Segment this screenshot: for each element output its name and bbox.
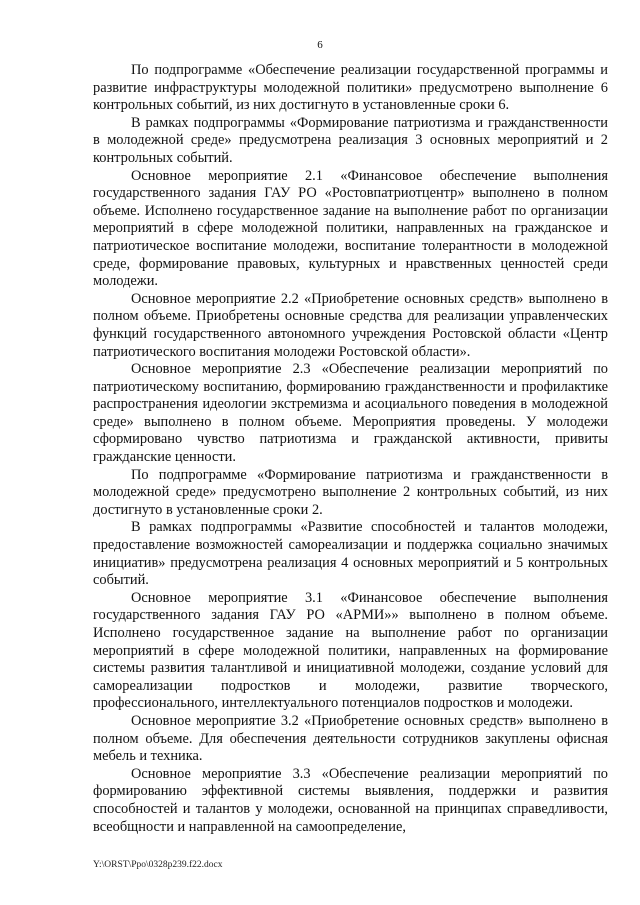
paragraph: Основное мероприятие 2.1 «Финансовое обеспечение выполнения государственного задания ГАУ РО «Ростовпатриотцентр» выполнено в полном объеме. Исполнено государственное задание на выполнение работ по организации мероприятий в сфере молодежной политики, направленных на гражданское и патриотическое воспитание молодежи, воспитание толерантности в молодежной среде, формирование правовых, культурных и нравственных ценностей среди молодежи.: [93, 167, 608, 290]
paragraph: В рамках подпрограммы «Формирование патриотизма и гражданственности в молодежной среде» предусмотрена реализация 3 основных мероприятий и 2 контрольных событий.: [93, 114, 608, 166]
paragraph: По подпрограмме «Формирование патриотизма и гражданственности в молодежной среде» предусмотрено выполнение 2 контрольных событий, из них достигнуто в установленные сроки 2.: [93, 466, 608, 518]
page-number: 6: [317, 39, 323, 51]
paragraph: Основное мероприятие 3.3 «Обеспечение реализации мероприятий по формированию эффективной системы выявления, поддержки и развития способностей и талантов у молодежи, основанной на принципах справедливости, всеобщности и направленной на самоопределение,: [93, 765, 608, 835]
paragraph: По подпрограмме «Обеспечение реализации государственной программы и развитие инфраструктуры молодежной политики» предусмотрено выполнение 6 контрольных событий, из них достигнуто в установленные сроки 6.: [93, 62, 608, 114]
paragraph: Основное мероприятие 3.2 «Приобретение основных средств» выполнено в полном объеме. Для обеспечения деятельности сотрудников закуплены офисная мебель и техника.: [93, 712, 608, 765]
paragraph: Основное мероприятие 2.2 «Приобретение основных средств» выполнено в полном объеме. Приобретены основные средства для реализации управленческих функций государственного автономного учреждения Ростовской области «Центр патриотического воспитания молодежи Ростовской области».: [93, 290, 608, 360]
footer-file-path: Y:\ORST\Ppo\0328p239.f22.docx: [93, 860, 223, 870]
paragraph: Основное мероприятие 3.1 «Финансовое обеспечение выполнения государственного задания ГАУ РО «АРМИ»» выполнено в полном объеме. Исполнено государственное задание на выполнение работ по организации мероприятий в сфере молодежной политики, направленных на формирование системы развития талантливой и инициативной молодежи, создание условий для самореализации подростков и молодежи, развитие творческого, профессионального, интеллектуального потенциалов подростков и молодежи.: [93, 589, 608, 712]
paragraph: В рамках подпрограммы «Развитие способностей и талантов молодежи, предоставление возможностей самореализации и поддержка социально значимых инициатив» предусмотрена реализация 4 основных мероприятий и 5 контрольных событий.: [93, 519, 608, 589]
paragraph: Основное мероприятие 2.3 «Обеспечение реализации мероприятий по патриотическому воспитанию, формированию гражданственности и профилактике распространения идеологии экстремизма и асоциального поведения в молодежной среде» выполнено в полном объеме. Мероприятия проведены. У молодежи сформировано чувство патриотизма и гражданской активности, привиты гражданские ценности.: [93, 361, 608, 466]
document-body: [93, 62, 608, 836]
